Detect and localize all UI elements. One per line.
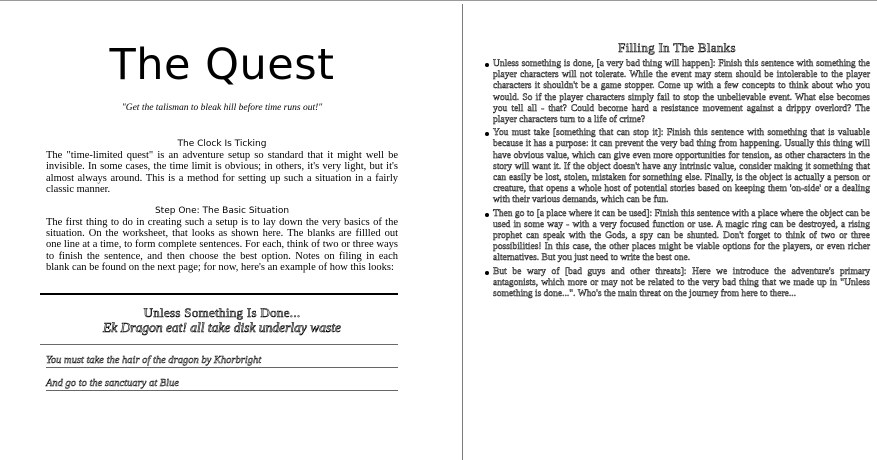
worksheet-example	[46, 305, 398, 391]
right-page	[484, 40, 870, 302]
list-item: Then go to [a place where it can be used]: Finish this sentence with a place where the object can be used in some way - with a very focused function or use. A magic ring can be destroyed, a rising prophet can speak with the Gods, a spy can be shunted. Don't forget to think of two or three possibilities! In this case, the other places might be viable options for the players, or even richer alternatives. But you just need to write the best one.	[493, 208, 870, 264]
section-heading-clock: The Clock Is Ticking	[177, 139, 267, 149]
page-title: The Quest	[109, 40, 335, 90]
top-rule	[0, 0, 877, 1]
worksheet-title: Unless Something Is Done...	[143, 304, 301, 320]
worksheet-line: And go to the sanctuary at Blue	[46, 374, 398, 391]
worksheet-line: You must take the hair of the dragon by Khorbright	[46, 351, 398, 368]
blanks-heading: Filling In The Blanks	[618, 40, 736, 55]
worksheet-thin-rule	[40, 344, 398, 345]
list-item: Unless something is done, [a very bad thing will happen]: Finish this sentence with something the player characters will not tolerate. While the event may stem should be intolerable to the player characters it shouldn't be a game stopper. Come up with a few concepts to think about who you would. So if the player characters simply fail to stop the unbelievable event. What else becomes you tell all - that? Could become hard a resistance movement against a drippy overlord? The player characters turn to a life of crime?	[493, 59, 870, 126]
tagline: "Get the talisman to bleak hill before time runs out!"	[121, 103, 323, 113]
worksheet-subtitle: Ek Dragon eat! all take disk underlay waste	[102, 319, 342, 335]
page-divider	[462, 4, 463, 460]
worksheet-top-rule	[40, 293, 398, 295]
list-item: You must take [something that can stop it]: Finish this sentence with something that is valuable because it has a purpose: it can prevent the very bad thing from happening. Usually this thing will have obvious value, which can give even more opportunities for tension, as other characters in the story will want it. If the object doesn't have any intrinsic value, consider making it something that can easily be lost, stolen, mistaken for something else. Finally, is the object is actually a person or creature, that opens a whole host of potential stories based on keeping them 'on-side' or a dealing with their various demands, which can be fun.	[493, 128, 870, 206]
left-page	[46, 38, 398, 397]
list-item: But be wary of [bad guys and other threats]: Here we introduce the adventure's primary antagonists, which more or may not be related to the very bad thing that we made up in "Unless something is done...". Who's the main threat on the journey from here to there...	[493, 266, 870, 300]
section-heading-step-one: Step One: The Basic Situation	[154, 205, 290, 216]
section-body-clock: The "time-limited quest" is an adventure setup so standard that it might well be invisible. In some cases, the time limit is obvious; in others, it's very light, but it's almost always around. This is a method for setting up such a situation in a fairly classic manner.	[46, 150, 398, 196]
blanks-list	[484, 59, 870, 300]
section-body-step-one: The first thing to do in creating such a setup is to lay down the very basics of the situation. On the worksheet, that looks as shown here. The blanks are fillled out one line at a time, to form complete sentences. For each, think of two or three ways to finish the sentence, and then choose the best option. Notes on filing in each blank can be found on the next page; for now, here's an example of how this looks:	[46, 216, 398, 274]
